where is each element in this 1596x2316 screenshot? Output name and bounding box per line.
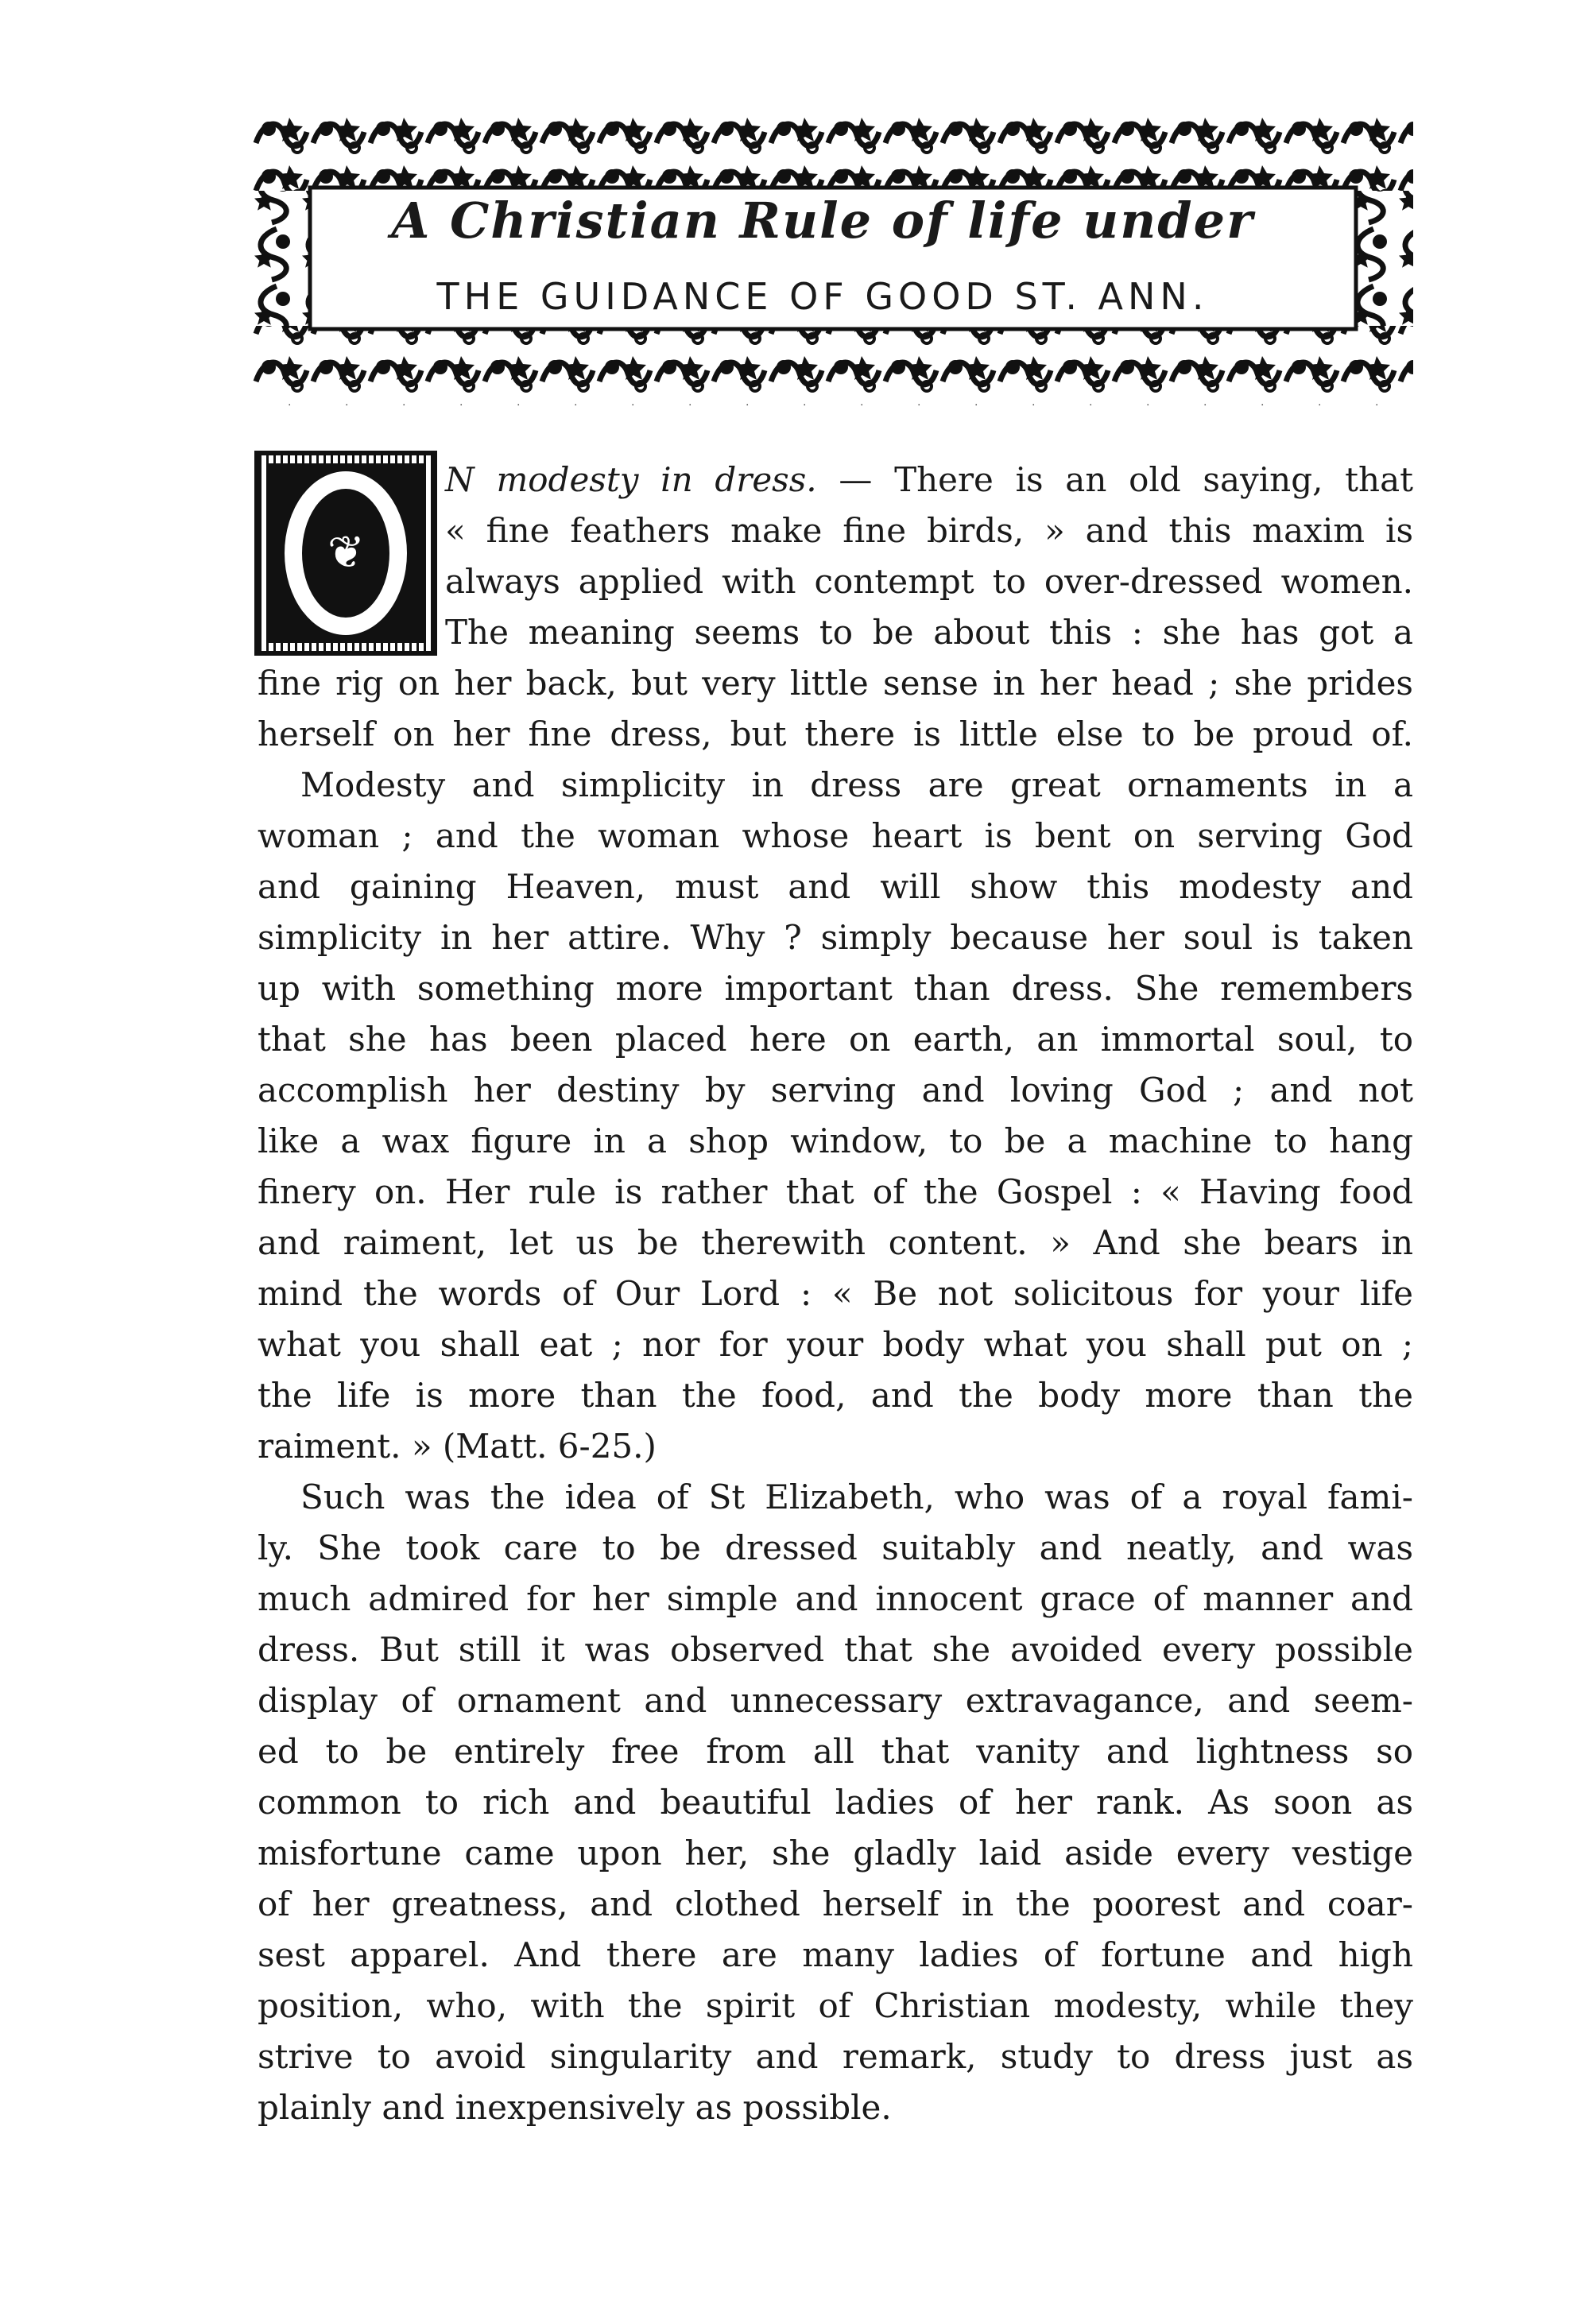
text-line: Modesty and simplicity in dress are great ornaments in a xyxy=(300,765,1413,804)
text-line: that she has been placed here on earth, an immortal soul, to xyxy=(258,1020,1413,1059)
text-line: much admired for her simple and innocent grace of manner and xyxy=(258,1579,1413,1618)
text-line: sest apparel. And there are many ladies of fortune and high xyxy=(258,1935,1413,1974)
text-line: ly. She took care to be dressed suitably and neatly, and was xyxy=(258,1528,1413,1567)
text-line: The meaning seems to be about this : she has got a xyxy=(445,613,1413,652)
book-title: A Christian Rule of life under xyxy=(391,192,1254,250)
text-line: common to rich and beautiful ladies of her rank. As soon as xyxy=(258,1783,1413,1822)
text-line: dress. But still it was observed that she avoided every possible xyxy=(258,1630,1413,1669)
text-line: display of ornament and unnecessary extravagance, and seem- xyxy=(258,1681,1413,1720)
text-line: position, who, with the spirit of Christian modesty, while they xyxy=(258,1986,1413,2025)
text-line: up with something more important than dress. She remembers xyxy=(258,969,1413,1008)
fleur-ornament-icon: ❦ xyxy=(327,527,365,579)
text-line: strive to avoid singularity and remark, study to dress just as xyxy=(258,2037,1413,2076)
text-line: N modesty in dress. — There is an old saying, that xyxy=(445,460,1413,499)
text-line: like a wax figure in a shop window, to be a machine to hang xyxy=(258,1121,1413,1160)
title-block xyxy=(318,179,1327,338)
text-line: the life is more than the food, and the body more than the xyxy=(258,1376,1413,1415)
text-line: raiment. » (Matt. 6-25.) xyxy=(258,1427,657,1466)
text-line: accomplish her destiny by serving and loving God ; and not xyxy=(258,1071,1413,1110)
text-line: woman ; and the woman whose heart is bent on serving God xyxy=(258,816,1413,855)
text-line: misfortune came upon her, she gladly laid aside every vestige xyxy=(258,1834,1413,1873)
section-heading: N modesty in dress. xyxy=(445,460,817,499)
text-line: mind the words of Our Lord : « Be not solicitous for your life xyxy=(258,1274,1413,1313)
text-line: what you shall eat ; nor for your body what you shall put on ; xyxy=(258,1325,1413,1364)
text-line: and gaining Heaven, must and will show this modesty and xyxy=(258,867,1413,906)
text-line: « fine feathers make fine birds, » and this maxim is xyxy=(445,511,1413,550)
text-line: always applied with contempt to over-dressed women. xyxy=(445,562,1413,601)
text-line: plainly and inexpensively as possible. xyxy=(258,2088,892,2127)
text-line: herself on her fine dress, but there is little else to be proud of. xyxy=(258,715,1413,753)
text-line: finery on. Her rule is rather that of the Gospel : « Having food xyxy=(258,1172,1413,1211)
text-line: fine rig on her back, but very little sense in her head ; she prides xyxy=(258,664,1413,703)
text-line: simplicity in her attire. Why ? simply because her soul is taken xyxy=(258,918,1413,957)
text-line: Such was the idea of St Elizabeth, who was of a royal fami- xyxy=(300,1478,1413,1516)
drop-cap-initial xyxy=(254,451,447,665)
book-subtitle: THE GUIDANCE OF GOOD ST. ANN. xyxy=(436,275,1209,318)
text-line: and raiment, let us be therewith content. » And she bears in xyxy=(258,1223,1413,1262)
text-line: of her greatness, and clothed herself in the poorest and coar- xyxy=(258,1884,1413,1923)
text-line: ed to be entirely free from all that vanity and lightness so xyxy=(258,1732,1413,1771)
